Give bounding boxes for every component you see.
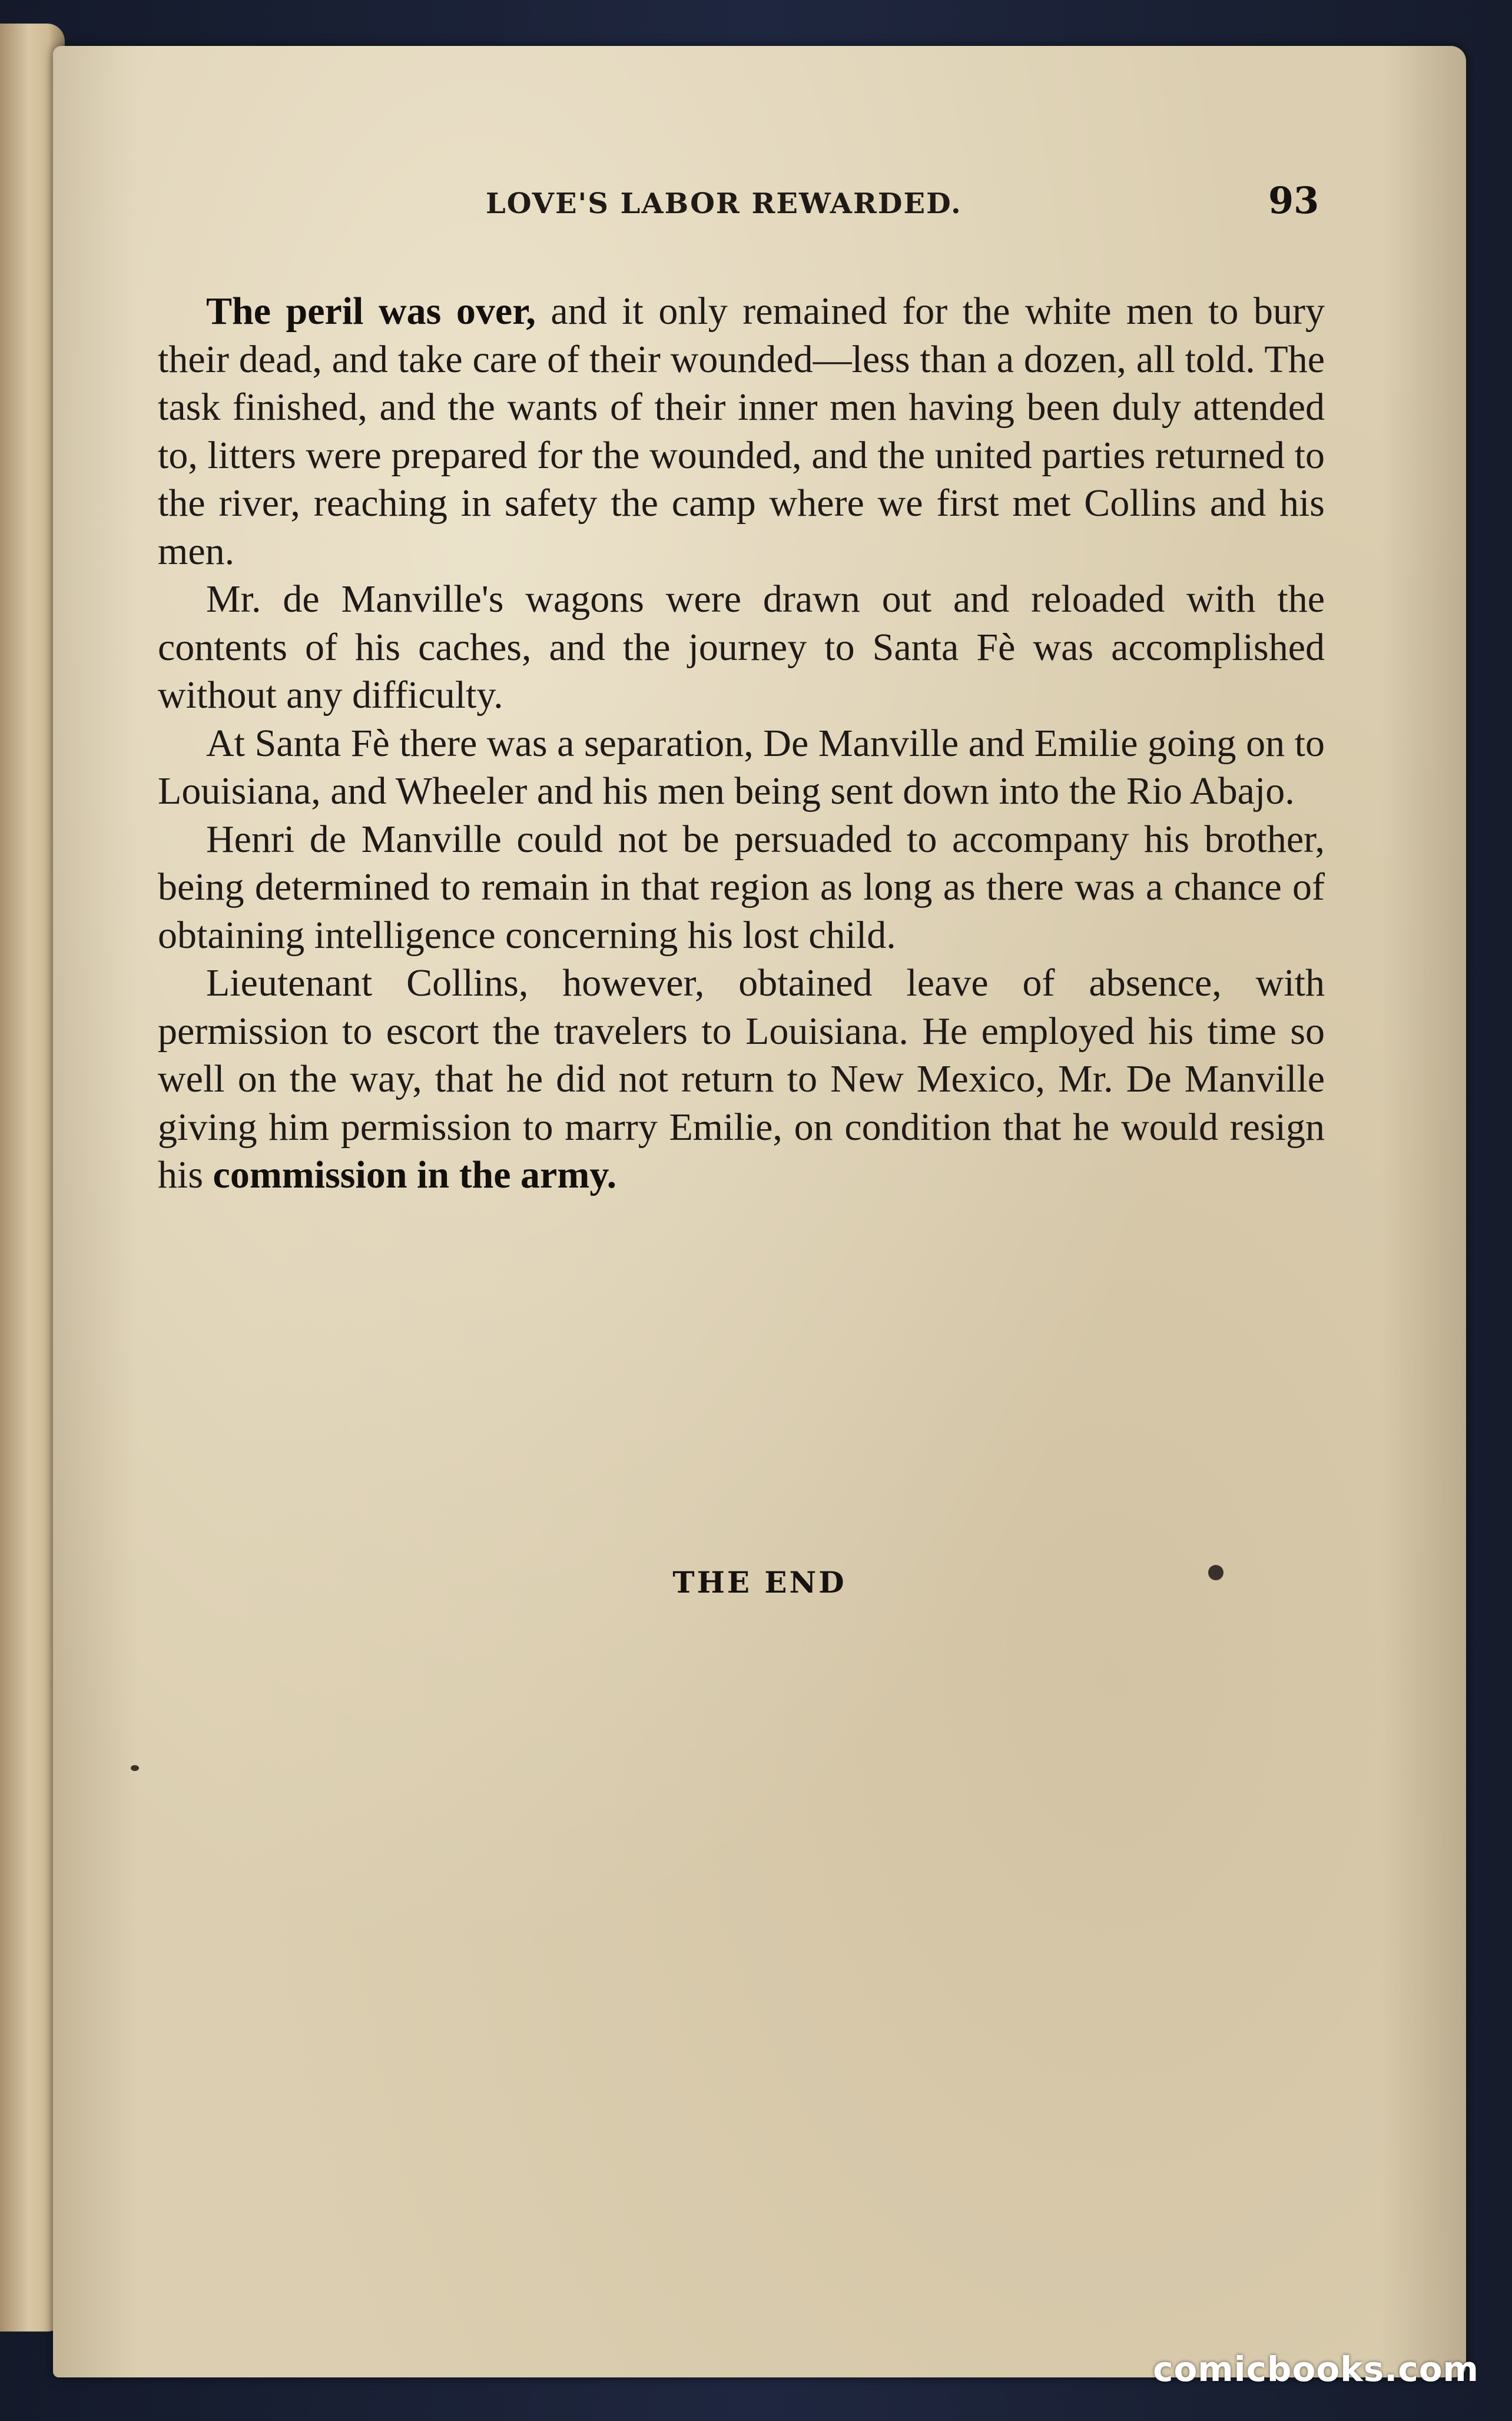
the-end-marker: THE END <box>672 1565 847 1600</box>
paragraph-text: Lieutenant Collins, however, obtained leave of absence, with permission to escort the travelers to Louisiana. He employed his time so well on the way, that he did not return to New Mexico, Mr. De Manville giving him permission to marry Emilie, on condition that he would resign his <box>158 961 1325 1196</box>
page-header <box>53 161 1466 232</box>
body-text <box>158 287 1325 1199</box>
watermark: comicbooks.com <box>1153 2349 1479 2389</box>
paragraph-text: and it only remained for the white men to bury their dead, and take care of their wounded—less than a dozen, all told. The task finished, and the wants of their inner men having been duly attended to, litters were prepared for the wounded, and the united parties returned to the river, reaching in safety the camp where we first met Collins and his men. <box>158 290 1325 573</box>
paragraph-lead: The peril was over, <box>206 290 536 333</box>
paragraph-1 <box>158 287 1325 575</box>
paragraph-2: Mr. de Manville's wagons were drawn out and reloaded with the contents of his caches, and the journey to Santa Fè was accomplished without any difficulty. <box>158 578 1325 717</box>
running-head: LOVE'S LABOR REWARDED. <box>486 187 962 220</box>
paragraph-3: At Santa Fè there was a separation, De Manville and Emilie going on to Louisiana, and Wheeler and his men being sent down into the Rio Abajo. <box>158 721 1325 812</box>
paragraph-5 <box>158 959 1325 1199</box>
paragraph-4: Henri de Manville could not be persuaded to accompany his brother, being determined to remain in that region as long as there was a chance of obtaining intelligence concerning his lost child. <box>158 817 1325 957</box>
ink-speck <box>1208 1565 1223 1580</box>
page-number: 93 <box>1268 179 1319 222</box>
ink-speck <box>131 1765 139 1771</box>
paragraph-tail: commission in the army. <box>213 1153 617 1196</box>
book-page <box>53 46 1466 2377</box>
